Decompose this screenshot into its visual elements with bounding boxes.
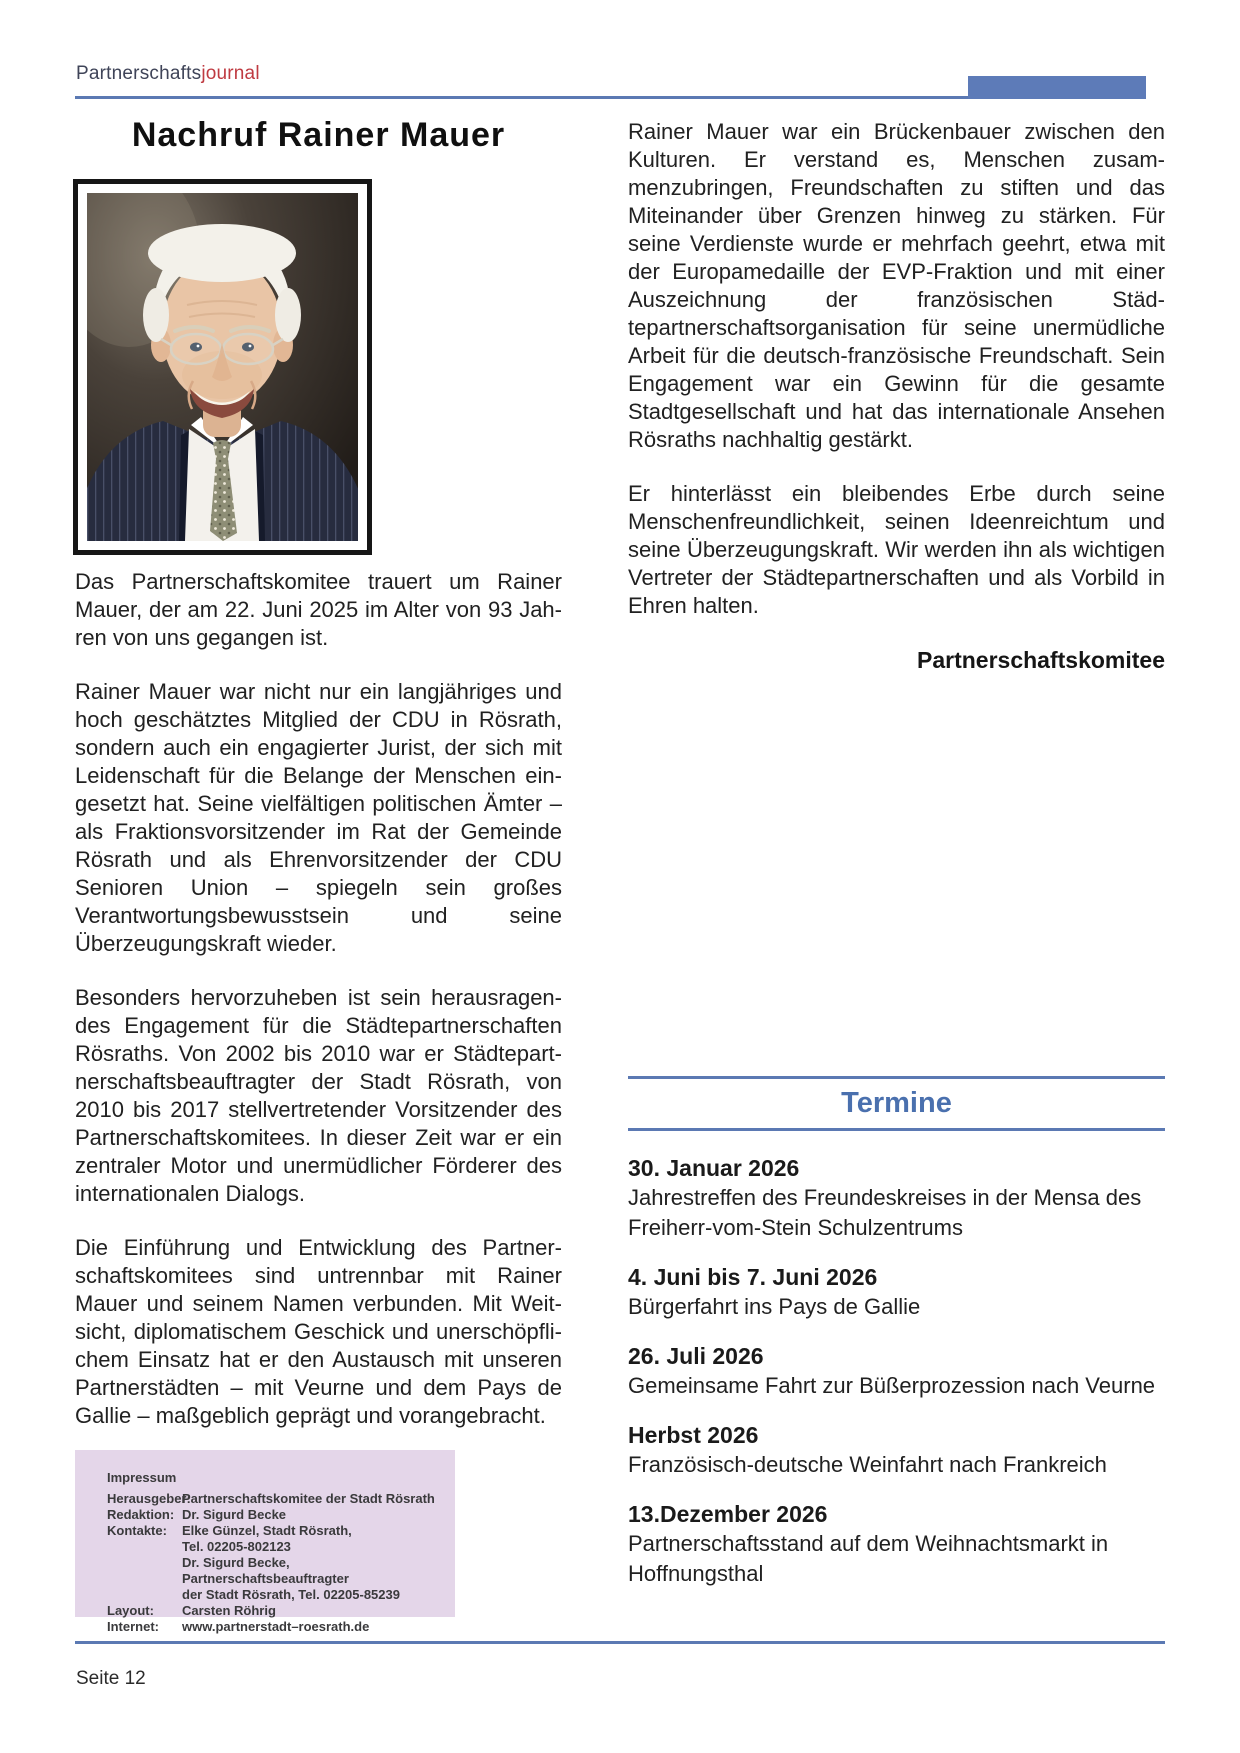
impressum-row bbox=[107, 1619, 441, 1635]
right-column bbox=[628, 118, 1165, 674]
signature: Partnerschaftskomitee bbox=[917, 647, 1165, 673]
paragraph-engagement: Besonders hervorzuheben ist sein herausragendes Engagement für die Städtepartnerschaften Rösraths. Von 2002 bis 2010 war er Städtepartnerschaftsbeauftragter der Stadt Rösrath, von 2010 bis 2017 stellvertretender Vorsitzender des Partnerschaftskomitees. In dieser Zeit war er ein zentraler Motor und unermüdlicher Förderer des internationalen Dialogs. bbox=[75, 985, 562, 1206]
impressum-row bbox=[107, 1523, 441, 1539]
impressum-label bbox=[107, 1587, 182, 1603]
impressum-row bbox=[107, 1587, 441, 1603]
termine-heading: Termine bbox=[841, 1087, 952, 1119]
event-text: Gemeinsame Fahrt zur Büßerprozession nach Veurne bbox=[628, 1373, 1156, 1398]
page-number: Seite 12 bbox=[76, 1668, 146, 1689]
impressum-value: Partnerschaftskomitee der Stadt Rösrath bbox=[182, 1491, 435, 1506]
article-title: Nachruf Rainer Mauer bbox=[131, 116, 506, 154]
impressum-label bbox=[107, 1555, 182, 1587]
header-accent-block bbox=[968, 76, 1146, 99]
impressum-label bbox=[107, 1539, 182, 1555]
impressum-row bbox=[107, 1491, 441, 1507]
left-column bbox=[75, 568, 562, 1456]
footer-rule bbox=[75, 1641, 1165, 1644]
brand-suffix: journal bbox=[201, 63, 260, 84]
impressum-row bbox=[107, 1603, 441, 1619]
event-buergerfahrt bbox=[628, 1262, 1165, 1322]
event-text: Partnerschaftsstand auf dem Weihnachtsmarkt in Hoffnungsthal bbox=[628, 1531, 1109, 1586]
event-buesserprozession bbox=[628, 1341, 1165, 1401]
impressum-label: Internet: bbox=[107, 1619, 159, 1634]
impressum-value: Carsten Röhrig bbox=[182, 1603, 276, 1618]
impressum-label: Layout: bbox=[107, 1603, 154, 1618]
event-text: Bürgerfahrt ins Pays de Gallie bbox=[628, 1294, 921, 1319]
termine-section bbox=[628, 1076, 1165, 1608]
event-weinfahrt bbox=[628, 1420, 1165, 1480]
impressum-row bbox=[107, 1507, 441, 1523]
termine-rule-top bbox=[628, 1076, 1165, 1079]
event-date: Herbst 2026 bbox=[628, 1422, 759, 1448]
impressum-row bbox=[107, 1539, 441, 1555]
impressum-box bbox=[75, 1450, 455, 1634]
event-date: 30. Januar 2026 bbox=[628, 1155, 800, 1181]
impressum-label: Herausgeber: bbox=[107, 1491, 191, 1506]
brand-prefix: Partnerschafts bbox=[76, 63, 202, 84]
impressum-label: Kontakte: bbox=[107, 1523, 167, 1538]
impressum-value: der Stadt Rösrath, Tel. 02205-85239 bbox=[182, 1587, 400, 1602]
portrait-photo bbox=[87, 193, 358, 541]
termine-rule-bottom bbox=[628, 1128, 1165, 1131]
impressum-value: Tel. 02205-802123 bbox=[182, 1539, 291, 1554]
masthead bbox=[76, 63, 260, 85]
event-jahrestreffen bbox=[628, 1153, 1165, 1243]
paragraph-erbe: Er hinterlässt ein bleibendes Erbe durch seine Menschenfreundlichkeit, seinen Ideenreichtum und seine Überzeugungskraft. Wir werden ihn als wichtigen Vertreter der Städtepartnerschaften und als Vorbild in Ehren halten. bbox=[628, 481, 1165, 618]
impressum-value: Elke Günzel, Stadt Rösrath, bbox=[182, 1523, 352, 1538]
paragraph-obituary-intro: Das Partnerschaftskomitee trauert um Rainer Mauer, der am 22. Juni 2025 im Alter von 93 Jahren von uns gegangen ist. bbox=[75, 569, 562, 650]
event-text: Französisch-deutsche Weinfahrt nach Frankreich bbox=[628, 1452, 1107, 1477]
impressum-label: Redaktion: bbox=[107, 1507, 175, 1522]
event-date: 26. Juli 2026 bbox=[628, 1343, 764, 1369]
event-date: 4. Juni bis 7. Juni 2026 bbox=[628, 1264, 878, 1290]
impressum-title: Impressum bbox=[107, 1470, 177, 1485]
paragraph-brueckenbauer: Rainer Mauer war ein Brückenbauer zwischen den Kulturen. Er verstand es, Menschen zusammenzubringen, Freundschaften zu stiften und das Miteinander über Grenzen hinweg zu stärken. Für seine Verdienste wurde er mehrfach geehrt, etwa mit der Europamedaille der EVP-Fraktion und mit einer Auszeichnung der französischen Städtepartnerschaftsorganisation für seine unermüdliche Arbeit für die deutsch-französische Freundschaft. Sein Engagement war ein Gewinn für die gesamte Stadtgesellschaft und hat das internationale Ansehen Rösraths nachhaltig gestärkt. bbox=[628, 119, 1165, 452]
paragraph-einfuehrung: Die Einführung und Entwicklung des Partnerschaftskomitees sind untrennbar mit Rainer Mauer und seinem Namen verbunden. Mit Weitsicht, diplomatischem Geschick und unerschöpflichem Einsatz hat er den Austausch mit unseren Partnerstädten – mit Veurne und dem Pays de Gallie – maßgeblich geprägt und vorangebracht. bbox=[75, 1235, 562, 1428]
event-date: 13.Dezember 2026 bbox=[628, 1501, 828, 1527]
impressum-row bbox=[107, 1555, 441, 1587]
impressum-value: Dr. Sigurd Becke bbox=[182, 1507, 287, 1522]
event-text: Jahrestreffen des Freundeskreises in der Mensa des Freiherr-vom-Stein Schulzentrums bbox=[628, 1185, 1142, 1240]
paragraph-biography: Rainer Mauer war nicht nur ein langjähriges und hoch geschätztes Mitglied der CDU in Rösrath, sondern auch ein engagierter Jurist, der sich mit Leidenschaft für die Belange der Menschen eingesetzt hat. Seine vielfältigen politischen Ämter – als Fraktionsvorsitzender im Rat der Gemeinde Rösrath und als Ehrenvorsitzender der CDU Senioren Union – spiegeln sein großes Verantwortungsbewusstsein und seine Überzeugungskraft wieder. bbox=[75, 679, 562, 956]
event-list bbox=[628, 1153, 1165, 1589]
event-weihnachtsmarkt bbox=[628, 1499, 1165, 1589]
portrait-photo-frame bbox=[73, 179, 372, 555]
impressum-value: www.partnerstadt–roesrath.de bbox=[182, 1619, 370, 1634]
impressum-value: Dr. Sigurd Becke, Partnerschaftsbeauftragter bbox=[182, 1555, 349, 1586]
